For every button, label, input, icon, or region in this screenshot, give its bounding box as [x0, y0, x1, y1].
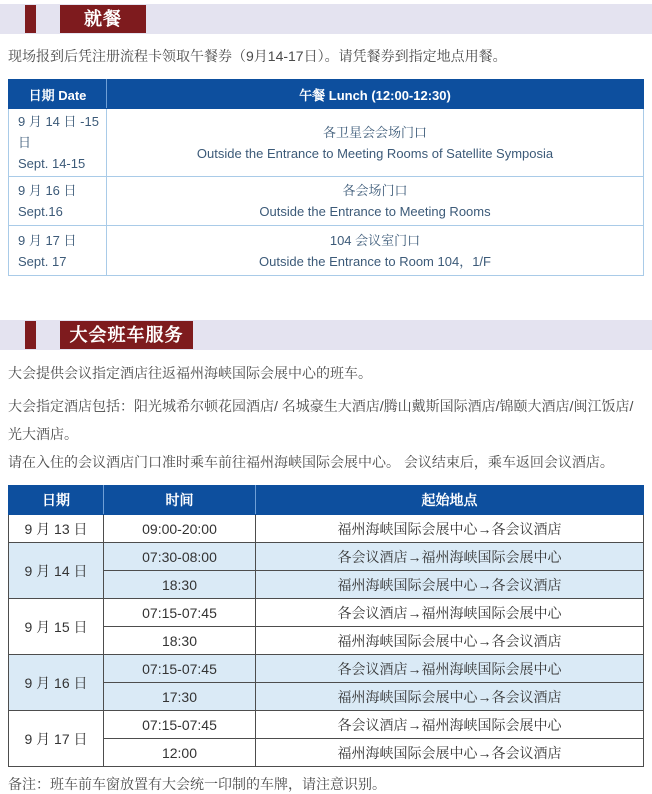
accent-bar	[25, 5, 36, 33]
shuttle-hotels-text: 大会指定酒店包括：阳光城希尔顿花园酒店/ 名城豪生大酒店/腾山戴斯国际酒店/锦颐大酒店/闽江饭店/光大酒店。	[8, 398, 634, 442]
date-cell: 9 月 16 日	[9, 655, 104, 711]
route-cell: 福州海峡国际会展中心→各会议酒店	[256, 571, 644, 599]
date-cell: 9 月 13 日	[9, 515, 104, 543]
place-cell	[107, 177, 644, 226]
accent-bar	[25, 321, 36, 349]
date-cell	[9, 177, 107, 226]
time-cell: 17:30	[104, 683, 256, 711]
date-cell	[9, 109, 107, 177]
date-cn: 9 月 16 日	[18, 183, 77, 198]
date-cell: 9 月 14 日	[9, 543, 104, 599]
date-en: Sept.16	[18, 204, 63, 219]
section-header-dining	[0, 4, 652, 34]
time-cell: 12:00	[104, 739, 256, 767]
route-cell: 福州海峡国际会展中心→各会议酒店	[256, 627, 644, 655]
shuttle-section-title: 大会班车服务	[60, 321, 193, 349]
table-row	[9, 683, 644, 711]
route-cell: 福州海峡国际会展中心→各会议酒店	[256, 683, 644, 711]
date-en: Sept. 14-15	[18, 156, 86, 171]
shuttle-boarding-text: 请在入住的会议酒店门口准时乘车前往福州海峡国际会展中心。 会议结束后，乘车返回会议酒店。	[8, 454, 614, 470]
date-cn: 9 月 14 日 -15 日	[18, 114, 99, 150]
table-row	[9, 711, 644, 739]
lunch-header-lunch: 午餐 Lunch (12:00-12:30)	[107, 80, 644, 109]
place-en: Outside the Entrance to Meeting Rooms of Satellite Symposia	[196, 145, 554, 161]
shuttle-header-route: 起始地点	[256, 486, 644, 515]
shuttle-table	[8, 485, 644, 767]
time-cell: 07:15-07:45	[104, 711, 256, 739]
date-cn: 9 月 17 日	[18, 232, 77, 248]
date-cell: 9 月 15 日	[9, 599, 104, 655]
table-row	[9, 543, 644, 571]
route-cell: 各会议酒店→福州海峡国际会展中心	[256, 711, 644, 739]
shuttle-table-header-row	[9, 486, 644, 515]
time-cell: 07:15-07:45	[104, 655, 256, 683]
table-row	[9, 515, 644, 543]
lunch-table	[8, 79, 644, 276]
table-row	[9, 739, 644, 767]
time-cell: 18:30	[104, 571, 256, 599]
date-cell: 9 月 17 日	[9, 711, 104, 767]
route-cell: 福州海峡国际会展中心→各会议酒店	[256, 739, 644, 767]
shuttle-header-date: 日期	[9, 486, 104, 515]
place-cell	[107, 109, 644, 177]
time-cell: 09:00-20:00	[104, 515, 256, 543]
time-cell: 07:30-08:00	[104, 543, 256, 571]
route-cell: 各会议酒店→福州海峡国际会展中心	[256, 543, 644, 571]
time-cell: 18:30	[104, 627, 256, 655]
place-cn: 104 会议室门口	[329, 232, 421, 248]
table-row	[9, 655, 644, 683]
table-row	[9, 226, 644, 276]
table-row	[9, 599, 644, 627]
shuttle-header-time: 时间	[104, 486, 256, 515]
place-cn: 各会场门口	[342, 183, 408, 198]
shuttle-intro-text: 大会提供会议指定酒店往返福州海峡国际会展中心的班车。	[8, 365, 372, 381]
place-cell	[107, 226, 644, 276]
route-cell: 各会议酒店→福州海峡国际会展中心	[256, 599, 644, 627]
table-row	[9, 571, 644, 599]
place-en: Outside the Entrance to Room 104，1/F	[259, 253, 491, 269]
date-en: Sept. 17	[18, 253, 67, 269]
lunch-header-date: 日期 Date	[9, 80, 107, 109]
time-cell: 07:15-07:45	[104, 599, 256, 627]
route-cell: 各会议酒店→福州海峡国际会展中心	[256, 655, 644, 683]
route-cell: 福州海峡国际会展中心→各会议酒店	[256, 515, 644, 543]
place-en: Outside the Entrance to Meeting Rooms	[259, 204, 491, 219]
lunch-table-header-row	[9, 80, 644, 109]
dining-intro-text: 现场报到后凭注册流程卡领取午餐券（9月14-17日）。请凭餐券到指定地点用餐。	[8, 48, 507, 64]
shuttle-note-text: 备注：班车前车窗放置有大会统一印制的车牌，请注意识别。	[8, 776, 386, 792]
table-row	[9, 109, 644, 177]
place-cn: 各卫星会会场门口	[322, 124, 427, 140]
table-row	[9, 177, 644, 226]
date-cell	[9, 226, 107, 276]
section-header-shuttle	[0, 320, 652, 350]
table-row	[9, 627, 644, 655]
dining-section-title: 就餐	[60, 5, 146, 33]
